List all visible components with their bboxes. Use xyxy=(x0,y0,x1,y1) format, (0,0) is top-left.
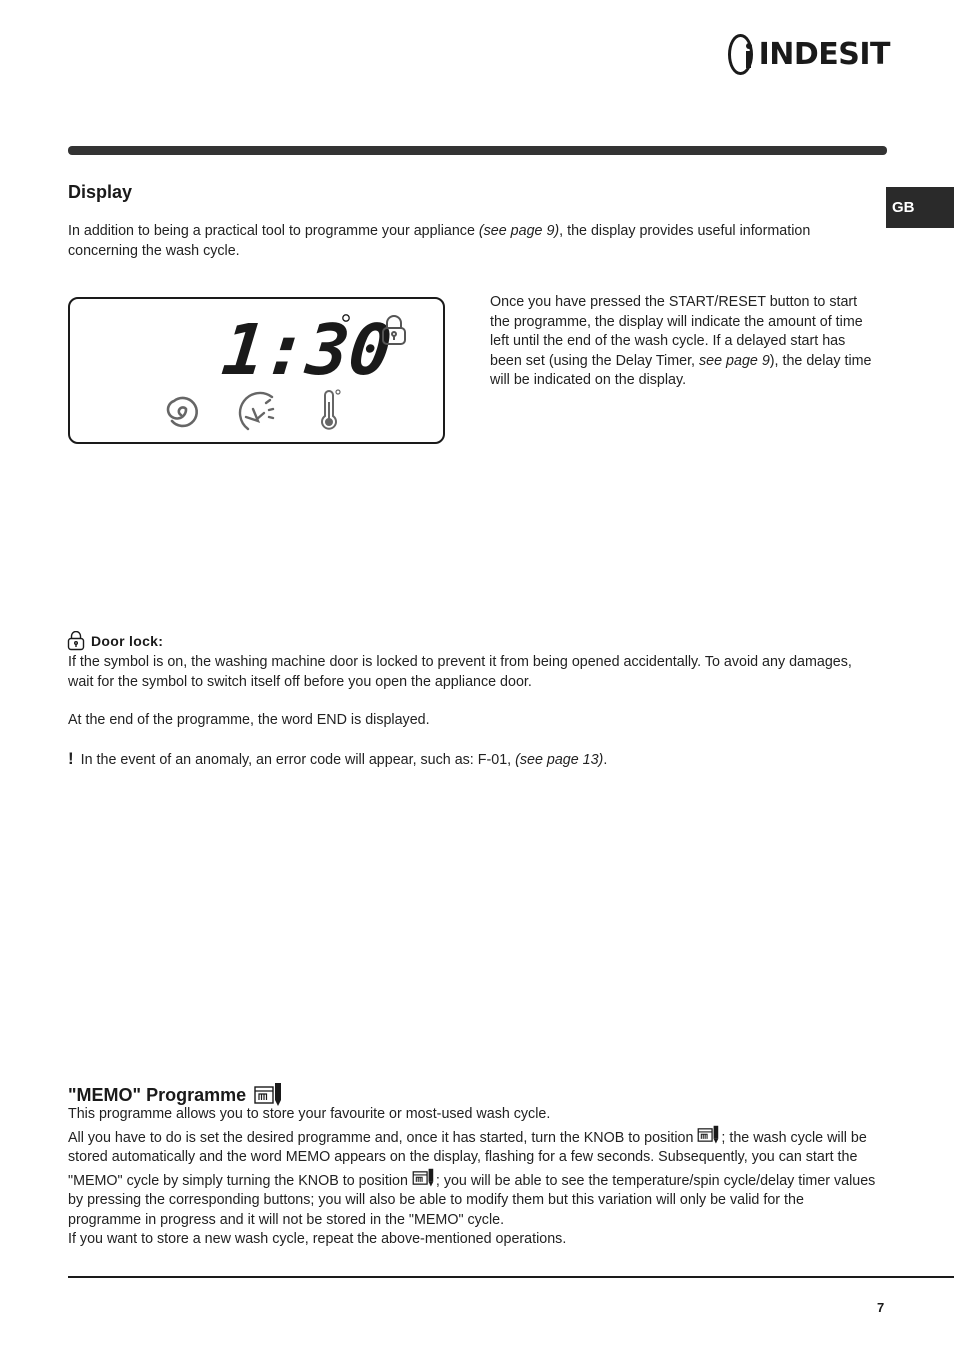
header-divider xyxy=(68,146,887,155)
memo-text: This programme allows you to store your favourite or most-used wash cycle. All you have to do is set the desired programme and, once it has started, turn the KNOB to position ; the wash cycle will be stored automatically and the word MEMO appears on the display, flashing for a few seconds. Subsequently, you can start the "MEMO" cycle by simply turning the KNOB to position ; you will be able to see the temperature/spin cycle/delay timer values by pressing the corresponding buttons; you will also be able to modify them but this variation will only be valid for the programme in progress and it will not be stored in the "MEMO" cycle. If you want to store a new wash cycle, repeat the above-mentioned operations. xyxy=(68,1106,876,1247)
time-readout xyxy=(218,309,395,391)
padlock-small-icon xyxy=(67,631,85,651)
spin-icon xyxy=(168,398,197,426)
warning-mark: ! xyxy=(68,749,74,768)
language-tab: GB xyxy=(886,187,954,228)
display-panel-illustration xyxy=(68,297,445,444)
section-title-memo: "MEMO" Programme xyxy=(68,1084,247,1105)
footer-divider xyxy=(68,1276,954,1278)
logo-wordmark: INDESIT xyxy=(758,36,890,72)
door-lock-title: Door lock: xyxy=(91,633,164,649)
memo-inline-icon xyxy=(412,1168,436,1188)
svg-text:1:30: 1:30 xyxy=(218,309,396,391)
memo-inline-icon xyxy=(697,1125,721,1145)
delay-timer-icon xyxy=(240,393,273,429)
door-lock-text: If the symbol is on, the washing machine door is locked to prevent it from being opened accidentally. To avoid any damages, wait for the symbol to switch itself off before you open the appliance door. xyxy=(68,654,852,690)
page-number: 7 xyxy=(877,1300,885,1315)
display-intro: In addition to being a practical tool to programme your appliance (see page 9), the display provides useful information concerning the wash cycle. xyxy=(68,223,811,259)
display-description: Once you have pressed the START/RESET button to start the programme, the display will indicate the amount of time left until the end of the wash cycle. If a delayed start has been set (using the Delay Timer, see page 9), the delay time will be indicated on the display. xyxy=(490,294,872,388)
logo-i-icon xyxy=(728,34,753,75)
section-title-display: Display xyxy=(68,182,133,202)
temperature-icon xyxy=(322,390,340,429)
indesit-logo xyxy=(728,32,890,76)
display-panel-graphic xyxy=(70,299,442,441)
door-lock-heading xyxy=(67,631,163,651)
end-text: At the end of the programme, the word END is displayed. xyxy=(68,712,430,728)
error-note: ! In the event of an anomaly, an error code will appear, such as: F-01, (see page 13). xyxy=(68,749,608,768)
